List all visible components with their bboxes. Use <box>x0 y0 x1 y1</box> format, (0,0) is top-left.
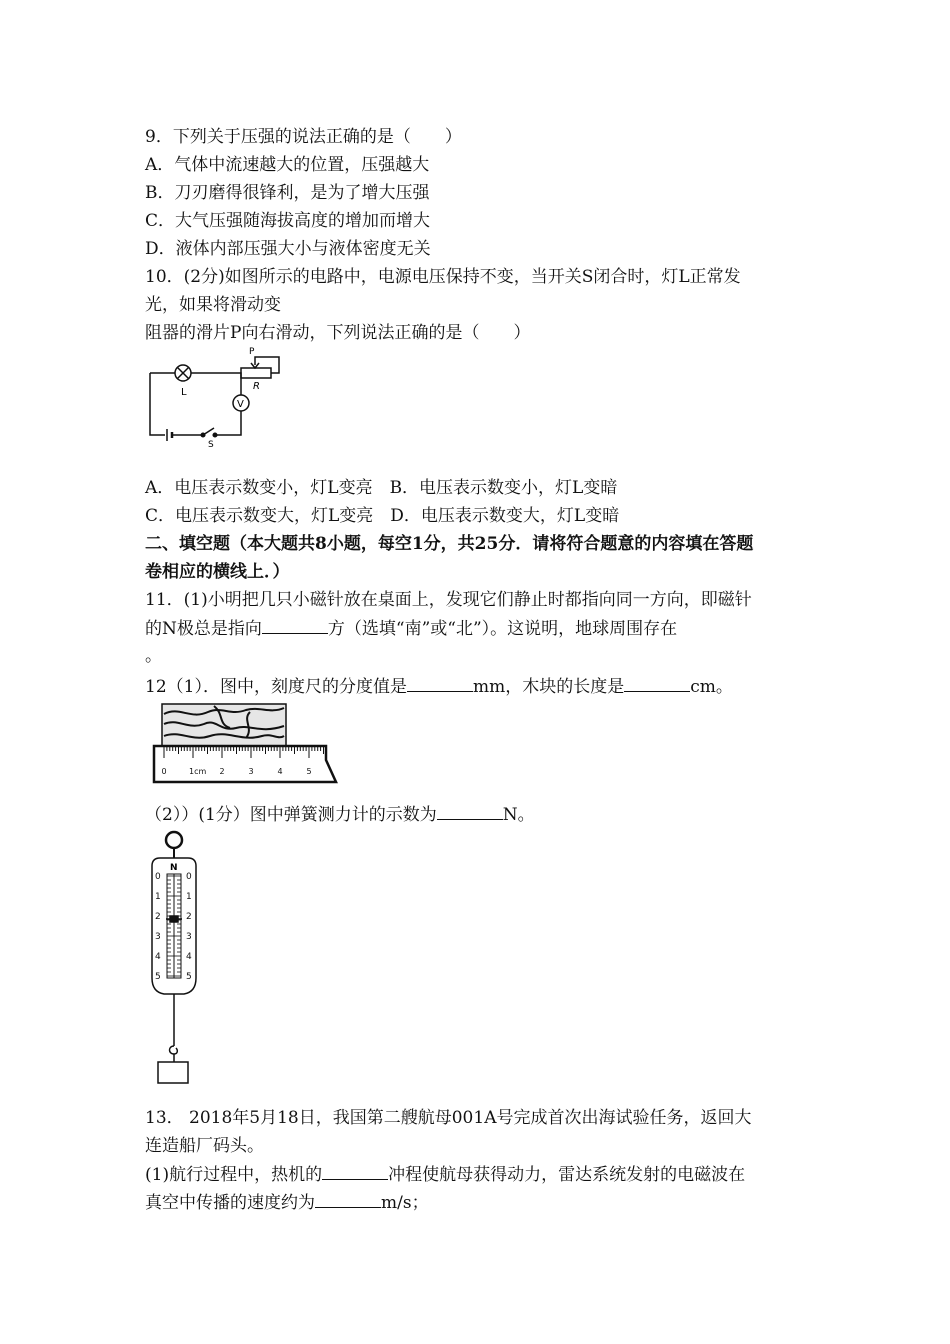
scale-tick-label: 0 <box>155 872 161 882</box>
answer-blank[interactable] <box>437 803 503 820</box>
q12-part2-text-b: N。 <box>502 805 535 825</box>
slider-label: P <box>249 347 255 357</box>
scale-unit-label: N <box>170 863 178 873</box>
q10-options-row1: A．电压表示数变小，灯L变亮 B．电压表示数变小，灯L变暗 <box>145 478 618 498</box>
q9-stem: 9．下列关于压强的说法正确的是（ ） <box>145 127 462 147</box>
q12-part2 <box>145 803 535 826</box>
ruler-tick-label: 1cm <box>189 767 207 776</box>
scale-tick-label: 1 <box>186 892 192 902</box>
answer-blank[interactable] <box>262 617 328 634</box>
q9-option-b: B．刀刃磨得很锋利，是为了增大压强 <box>145 183 430 203</box>
scale-tick-label: 2 <box>186 912 192 922</box>
wood-block <box>162 704 286 746</box>
hook-icon <box>170 1046 178 1054</box>
q10-stem-line1: 10．(2分)如图所示的电路中，电源电压保持不变，当开关S闭合时，灯L正常发 <box>145 267 741 287</box>
spring-scale-figure <box>142 828 202 1086</box>
hanging-ring-icon <box>166 832 182 848</box>
answer-blank[interactable] <box>624 675 690 692</box>
resistor-icon <box>241 368 271 378</box>
ruler-figure <box>150 698 345 788</box>
scale-tick-label: 1 <box>155 892 161 902</box>
circuit-diagram <box>145 345 295 450</box>
scale-tick-label: 0 <box>186 872 192 882</box>
q10-options-row2: C．电压表示数变大，灯L变亮 D．电压表示数变大，灯L变暗 <box>145 506 620 526</box>
weight-block <box>158 1062 188 1083</box>
scale-tick-label: 4 <box>186 952 192 962</box>
q12-part1-text-a: 12（1）．图中，刻度尺的分度值是 <box>145 677 407 697</box>
q11-line3: 。 <box>145 646 162 666</box>
q9-option-c: C．大气压强随海拔高度的增加而增大 <box>145 211 431 231</box>
q12-part1 <box>145 675 733 698</box>
q13-line4-text-a: 真空中传播的速度约为 <box>145 1193 315 1213</box>
scale-tick-label: 2 <box>155 912 161 922</box>
q12-part1-text-c: cm。 <box>690 677 733 697</box>
q12-part2-text-a: （2））(1分）图中弹簧测力计的示数为 <box>145 805 437 825</box>
scale-tick-label: 4 <box>155 952 161 962</box>
q13-line4 <box>145 1191 429 1214</box>
section2-heading-line1: 二、填空题（本大题共8小题，每空1分，共25分．请将符合题意的内容填在答题 <box>145 534 754 554</box>
q10-stem-line3: 阻器的滑片P向右滑动，下列说法正确的是（ ） <box>145 323 531 343</box>
ruler-tick-label: 2 <box>219 767 225 776</box>
q13-line2: 连造船厂码头。 <box>145 1136 264 1156</box>
q9-option-d: D．液体内部压强大小与液体密度无关 <box>145 239 431 259</box>
q9-option-a: A．气体中流速越大的位置，压强越大 <box>145 155 430 175</box>
scale-tick-label: 3 <box>155 932 161 942</box>
answer-blank[interactable] <box>315 1191 381 1208</box>
q11-line1: 11．(1)小明把几只小磁针放在桌面上，发现它们静止时都指向同一方向，即磁针 <box>145 590 752 610</box>
q13-line3 <box>145 1163 745 1186</box>
q13-line4-text-b: m/s； <box>381 1193 429 1213</box>
lamp-label: L <box>181 387 187 398</box>
scale-tick-label: 5 <box>186 972 192 982</box>
q10-stem-line2: 光，如果将滑动变 <box>145 295 281 315</box>
q11-line2-end: 方（选填“南”或“北”）。这说明，地球周围存在 <box>327 619 678 639</box>
q12-part1-text-b: mm，木块的长度是 <box>472 677 625 697</box>
ruler-tick-label: 3 <box>248 767 254 776</box>
ruler-tick-label: 4 <box>277 767 283 776</box>
q11-line2 <box>145 617 677 640</box>
ruler <box>154 746 336 782</box>
section2-heading-line2: 卷相应的横线上．） <box>145 562 290 582</box>
q13-line3-text-a: (1)航行过程中，热机的 <box>145 1165 323 1185</box>
ruler-tick-label: 0 <box>161 767 167 776</box>
scale-tick-label: 3 <box>186 932 192 942</box>
q13-line3-text-b: 冲程使航母获得动力，雷达系统发射的电磁波在 <box>388 1165 746 1185</box>
q11-line2-start: 的N极总是指向 <box>145 619 262 639</box>
answer-blank[interactable] <box>407 675 473 692</box>
scale-tick-label: 5 <box>155 972 161 982</box>
switch-label: S <box>208 440 214 450</box>
q13-line1: 13． 2018年5月18日，我国第二艘航母001A号完成首次出海试验任务，返回大 <box>145 1108 752 1128</box>
answer-blank[interactable] <box>322 1163 388 1180</box>
voltmeter-label: V <box>237 399 244 410</box>
ruler-tick-label: 5 <box>306 767 312 776</box>
resistor-label: R <box>253 381 260 392</box>
